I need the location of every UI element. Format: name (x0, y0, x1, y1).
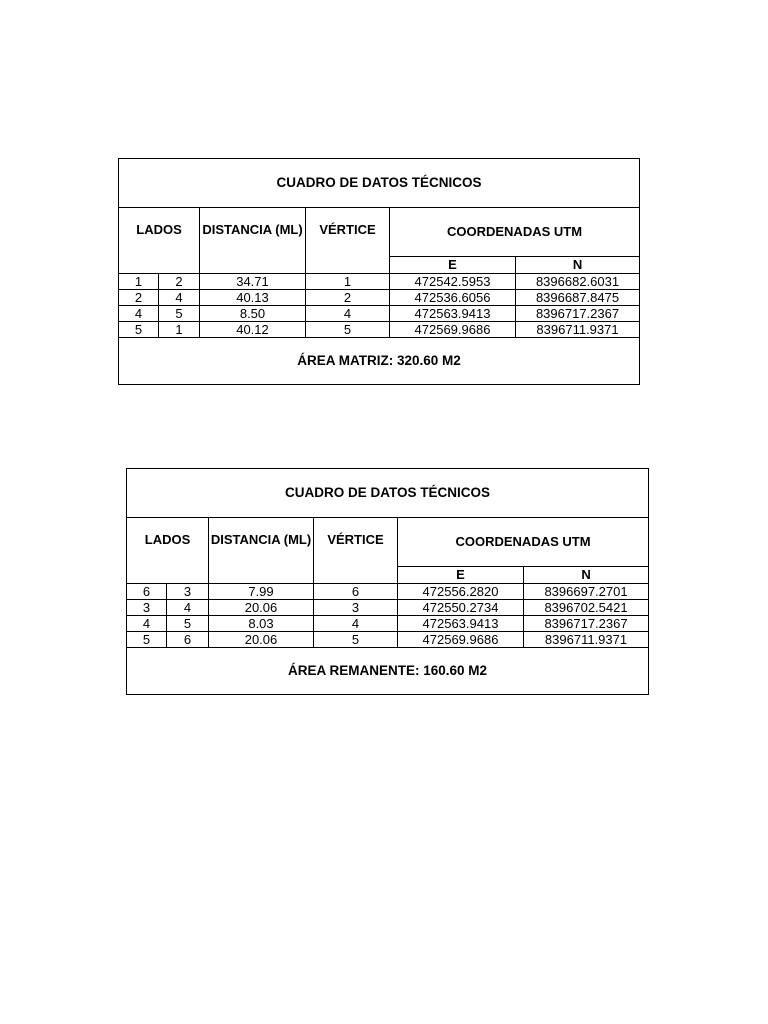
header-distancia: DISTANCIA (ML) (209, 518, 314, 584)
coord-e-value: 472563.9413 (398, 616, 524, 632)
table-row (127, 600, 649, 616)
coord-n-value: 8396702.5421 (524, 600, 649, 616)
lado-from: 2 (119, 290, 159, 306)
lado-to: 2 (159, 274, 200, 290)
vertice-value: 5 (306, 322, 390, 338)
area-remanente-label: ÁREA REMANENTE: 160.60 M2 (127, 648, 649, 695)
technical-data-table-remanente (126, 468, 649, 695)
header-lados: LADOS (119, 208, 200, 274)
distancia-value: 20.06 (209, 632, 314, 648)
coord-n-value: 8396687.8475 (516, 290, 640, 306)
coord-n-value: 8396717.2367 (516, 306, 640, 322)
lado-to: 5 (159, 306, 200, 322)
distancia-value: 40.12 (200, 322, 306, 338)
vertice-value: 4 (314, 616, 398, 632)
header-n: N (516, 257, 640, 274)
distancia-value: 7.99 (209, 584, 314, 600)
lado-from: 5 (127, 632, 167, 648)
table-row (119, 290, 640, 306)
coord-n-value: 8396711.9371 (524, 632, 649, 648)
table-row (127, 616, 649, 632)
coord-e-value: 472563.9413 (390, 306, 516, 322)
lado-from: 1 (119, 274, 159, 290)
header-e: E (390, 257, 516, 274)
lado-to: 1 (159, 322, 200, 338)
lado-to: 5 (167, 616, 209, 632)
distancia-value: 34.71 (200, 274, 306, 290)
technical-data-table-matriz (118, 158, 640, 385)
lado-from: 4 (127, 616, 167, 632)
coord-e-value: 472542.5953 (390, 274, 516, 290)
vertice-value: 2 (306, 290, 390, 306)
header-coordenadas-utm: COORDENADAS UTM (398, 518, 649, 567)
vertice-value: 1 (306, 274, 390, 290)
header-coordenadas-utm: COORDENADAS UTM (390, 208, 640, 257)
distancia-value: 40.13 (200, 290, 306, 306)
lado-to: 4 (159, 290, 200, 306)
vertice-value: 4 (306, 306, 390, 322)
header-lados: LADOS (127, 518, 209, 584)
table-title: CUADRO DE DATOS TÉCNICOS (127, 469, 649, 518)
lado-to: 6 (167, 632, 209, 648)
distancia-value: 8.03 (209, 616, 314, 632)
header-vertice: VÉRTICE (314, 518, 398, 584)
area-matriz-label: ÁREA MATRIZ: 320.60 M2 (119, 338, 640, 385)
table-title: CUADRO DE DATOS TÉCNICOS (119, 159, 640, 208)
distancia-value: 8.50 (200, 306, 306, 322)
header-e: E (398, 567, 524, 584)
lado-from: 4 (119, 306, 159, 322)
table-row (119, 306, 640, 322)
vertice-value: 6 (314, 584, 398, 600)
coord-n-value: 8396711.9371 (516, 322, 640, 338)
table-row (127, 584, 649, 600)
coord-e-value: 472569.9686 (390, 322, 516, 338)
vertice-value: 5 (314, 632, 398, 648)
coord-n-value: 8396717.2367 (524, 616, 649, 632)
header-n: N (524, 567, 649, 584)
lado-to: 3 (167, 584, 209, 600)
table-row (127, 632, 649, 648)
lado-from: 5 (119, 322, 159, 338)
table-row (119, 322, 640, 338)
lado-to: 4 (167, 600, 209, 616)
coord-e-value: 472536.6056 (390, 290, 516, 306)
coord-e-value: 472556.2820 (398, 584, 524, 600)
coord-e-value: 472569.9686 (398, 632, 524, 648)
coord-e-value: 472550.2734 (398, 600, 524, 616)
lado-from: 3 (127, 600, 167, 616)
header-vertice: VÉRTICE (306, 208, 390, 274)
coord-n-value: 8396682.6031 (516, 274, 640, 290)
vertice-value: 3 (314, 600, 398, 616)
lado-from: 6 (127, 584, 167, 600)
coord-n-value: 8396697.2701 (524, 584, 649, 600)
distancia-value: 20.06 (209, 600, 314, 616)
header-distancia: DISTANCIA (ML) (200, 208, 306, 274)
table-row (119, 274, 640, 290)
